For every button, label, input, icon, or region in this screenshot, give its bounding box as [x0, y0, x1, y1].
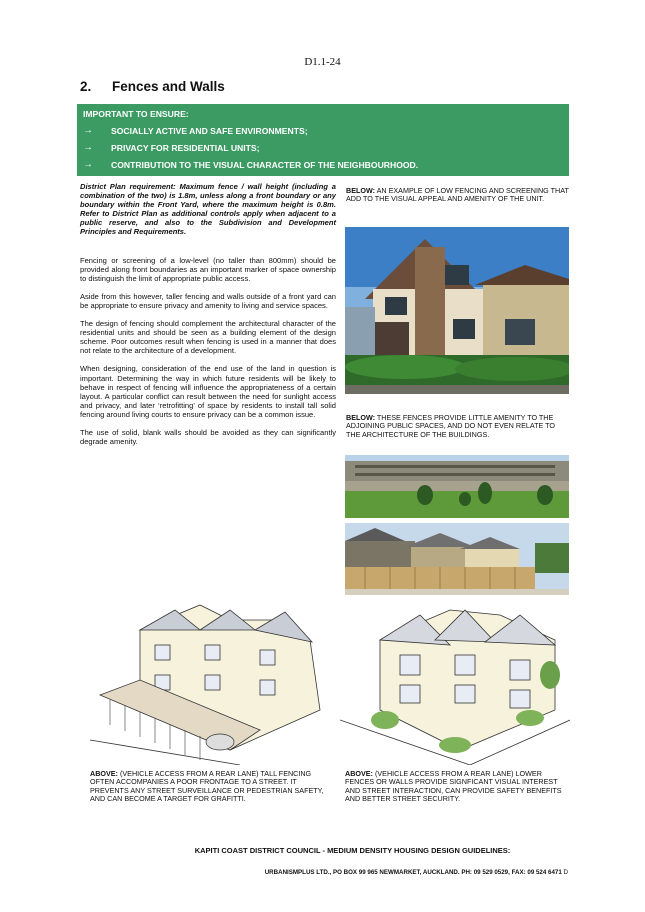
caption-text: (VEHICLE ACCESS FROM A REAR LANE) LOWER FENCES OR WALLS PROVIDE SIGNFICANT VISUAL INTEREST AND STREET INTERACTION, CAN PROVIDE SAFETY BENEFITS AND BETTER STREET SECURITY.: [345, 769, 562, 804]
footer-title: KAPITI COAST DISTRICT COUNCIL - MEDIUM DENSITY HOUSING DESIGN GUIDELINES:: [194, 846, 511, 855]
footer-contact-text: URBANISMPLUS LTD., PO BOX 99 965 NEWMARKET, AUCKLAND. PH: 09 529 0529, FAX: 09 524 6471: [264, 869, 562, 876]
caption-text: THESE FENCES PROVIDE LITTLE AMENITY TO THE ADJOINING PUBLIC SPACES, AND DO NOT EVEN RELATE TO THE ARCHITECTURE OF THE BUILDINGS.: [346, 413, 556, 439]
paragraph: Aside from this however, taller fencing and walls outside of a front yard can be appropriate to ensure privacy and amenity to living and service spaces.: [80, 291, 336, 310]
caption-text: AN EXAMPLE OF LOW FENCING AND SCREENING THAT ADD TO THE VISUAL APPEAL AND AMENITY OF THE UNIT.: [346, 186, 569, 204]
important-item-text: PRIVACY FOR RESIDENTIAL UNITS;: [111, 143, 260, 153]
paragraph: When designing, consideration of the end use of the land in question is important. Determining the way in which future residents will be likely to behave in respect of fencing will influence the appropriateness of a certain layout. A particular conflict can result between the need for sunlight access and privacy, and later ‘retrofitting’ of space by residents to install tall solid fencing around living courts to ensure privacy can be a common issue.: [80, 364, 336, 419]
important-item-text: SOCIALLY ACTIVE AND SAFE ENVIRONMENTS;: [111, 126, 308, 136]
important-box: [77, 104, 569, 176]
arrow-right-icon: →: [83, 125, 93, 136]
caption-poor-fencing: [346, 414, 570, 439]
section-heading: [80, 79, 225, 94]
section-number: 2.: [80, 79, 92, 94]
caption-lower-fencing: [345, 770, 565, 804]
caption-lead: BELOW:: [346, 413, 376, 422]
paragraph: Fencing or screening of a low-level (no taller than 800mm) should be provided along front boundaries as an important marker of space ownership to distinguish the limit of appropriate public access.: [80, 255, 336, 283]
sketch-lower-fencing: [340, 600, 570, 765]
paragraph: The design of fencing should complement the architectural character of the residential units and should be seen as a building element of the design scheme. Poor outcomes result when fencing is used in a manner that does not relate to the architecture of a development.: [80, 319, 336, 356]
arrow-right-icon: →: [83, 142, 93, 153]
caption-lead: BELOW:: [346, 186, 376, 195]
arrow-right-icon: →: [83, 159, 93, 170]
footer-mark: D: [563, 869, 568, 876]
caption-text: (VEHICLE ACCESS FROM A REAR LANE) TALL FENCING OFTEN ACCOMPANIES A POOR FRONTAGE TO A STREET. IT PREVENTS ANY STREET SURVEILLANCE OR PEDESTRIAN SAFETY, AND CAN BECOME A TARGET FOR GRAFITTI.: [90, 769, 324, 804]
page-number: D1.1-24: [304, 56, 341, 68]
caption-lead: ABOVE:: [90, 769, 118, 778]
caption-lead: ABOVE:: [345, 769, 373, 778]
footer-contact: [265, 869, 568, 876]
important-title: IMPORTANT TO ENSURE:: [83, 109, 189, 119]
photo-timber-fence: [345, 523, 569, 595]
caption-tall-fencing: [90, 770, 335, 804]
caption-low-fencing: [346, 187, 570, 204]
sketch-tall-fencing: [80, 600, 340, 765]
district-plan-requirement: District Plan requirement: Maximum fence / wall height (including a combination of the two) is 1.8m, unless along a front boundary or any boundary within the Front Yard, where the maximum height is 0.8m. Refer to District Plan as additional controls apply when adjacent to a public reserve, and also to the Subdivision and Development Principles and Requirements.: [80, 182, 336, 237]
body-text-column: [80, 182, 336, 455]
section-title: Fences and Walls: [112, 79, 225, 94]
important-item-text: CONTRIBUTION TO THE VISUAL CHARACTER OF THE NEIGHBOURHOOD.: [111, 160, 419, 170]
paragraph: The use of solid, blank walls should be avoided as they can significantly degrade amenity.: [80, 427, 336, 447]
photo-house-low-fencing: [345, 227, 569, 394]
photo-fence-public-space: [345, 455, 569, 518]
